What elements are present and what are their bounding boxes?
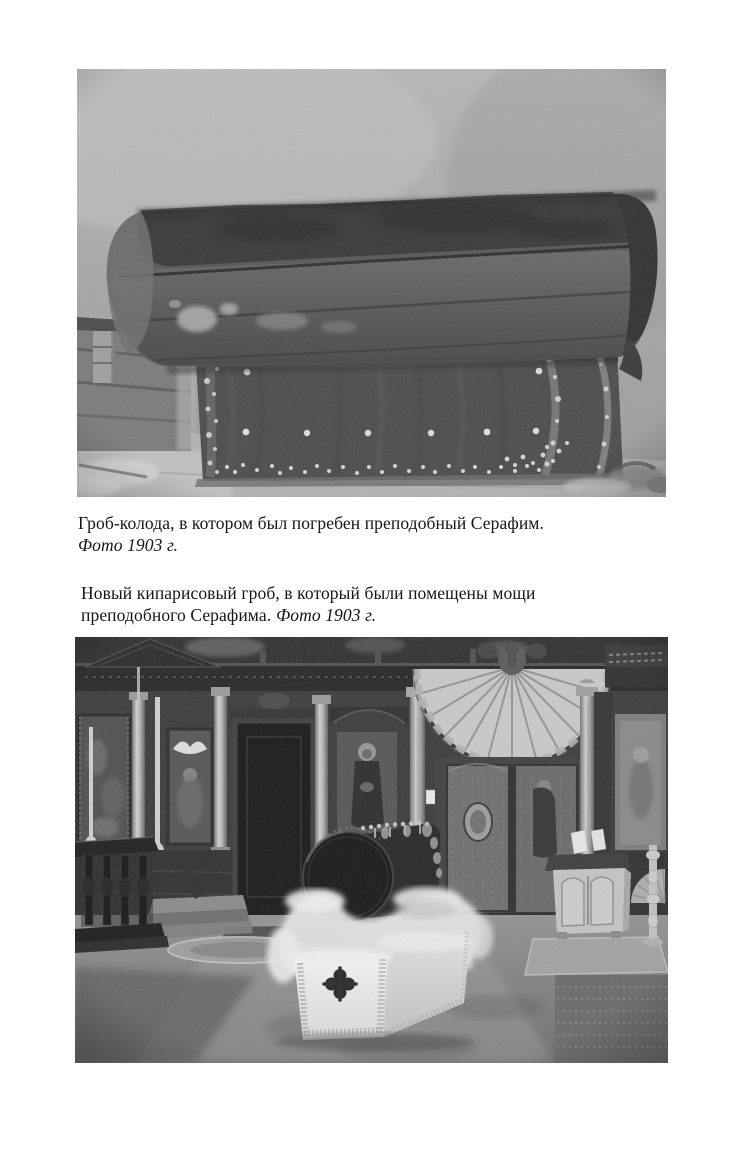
caption-photo-credit: Фото 1903 г. [276,605,377,625]
church-interior-photo-svg [75,637,668,1063]
photo-church-interior [75,637,668,1063]
caption-text-line2: преподобного Серафима. [81,605,272,625]
vignette [77,69,666,497]
caption-log-coffin [78,512,544,556]
photo-log-coffin [77,69,666,497]
vignette [75,637,668,1063]
caption-text-line1: Новый кипарисовый гроб, в который были помещены мощи [81,583,536,603]
caption-cypress-coffin [81,582,535,626]
log-coffin-photo-svg [77,69,666,497]
caption-text: Гроб-колода, в котором был погребен преподобный Серафим. [78,513,544,533]
caption-photo-credit: Фото 1903 г. [78,535,179,555]
